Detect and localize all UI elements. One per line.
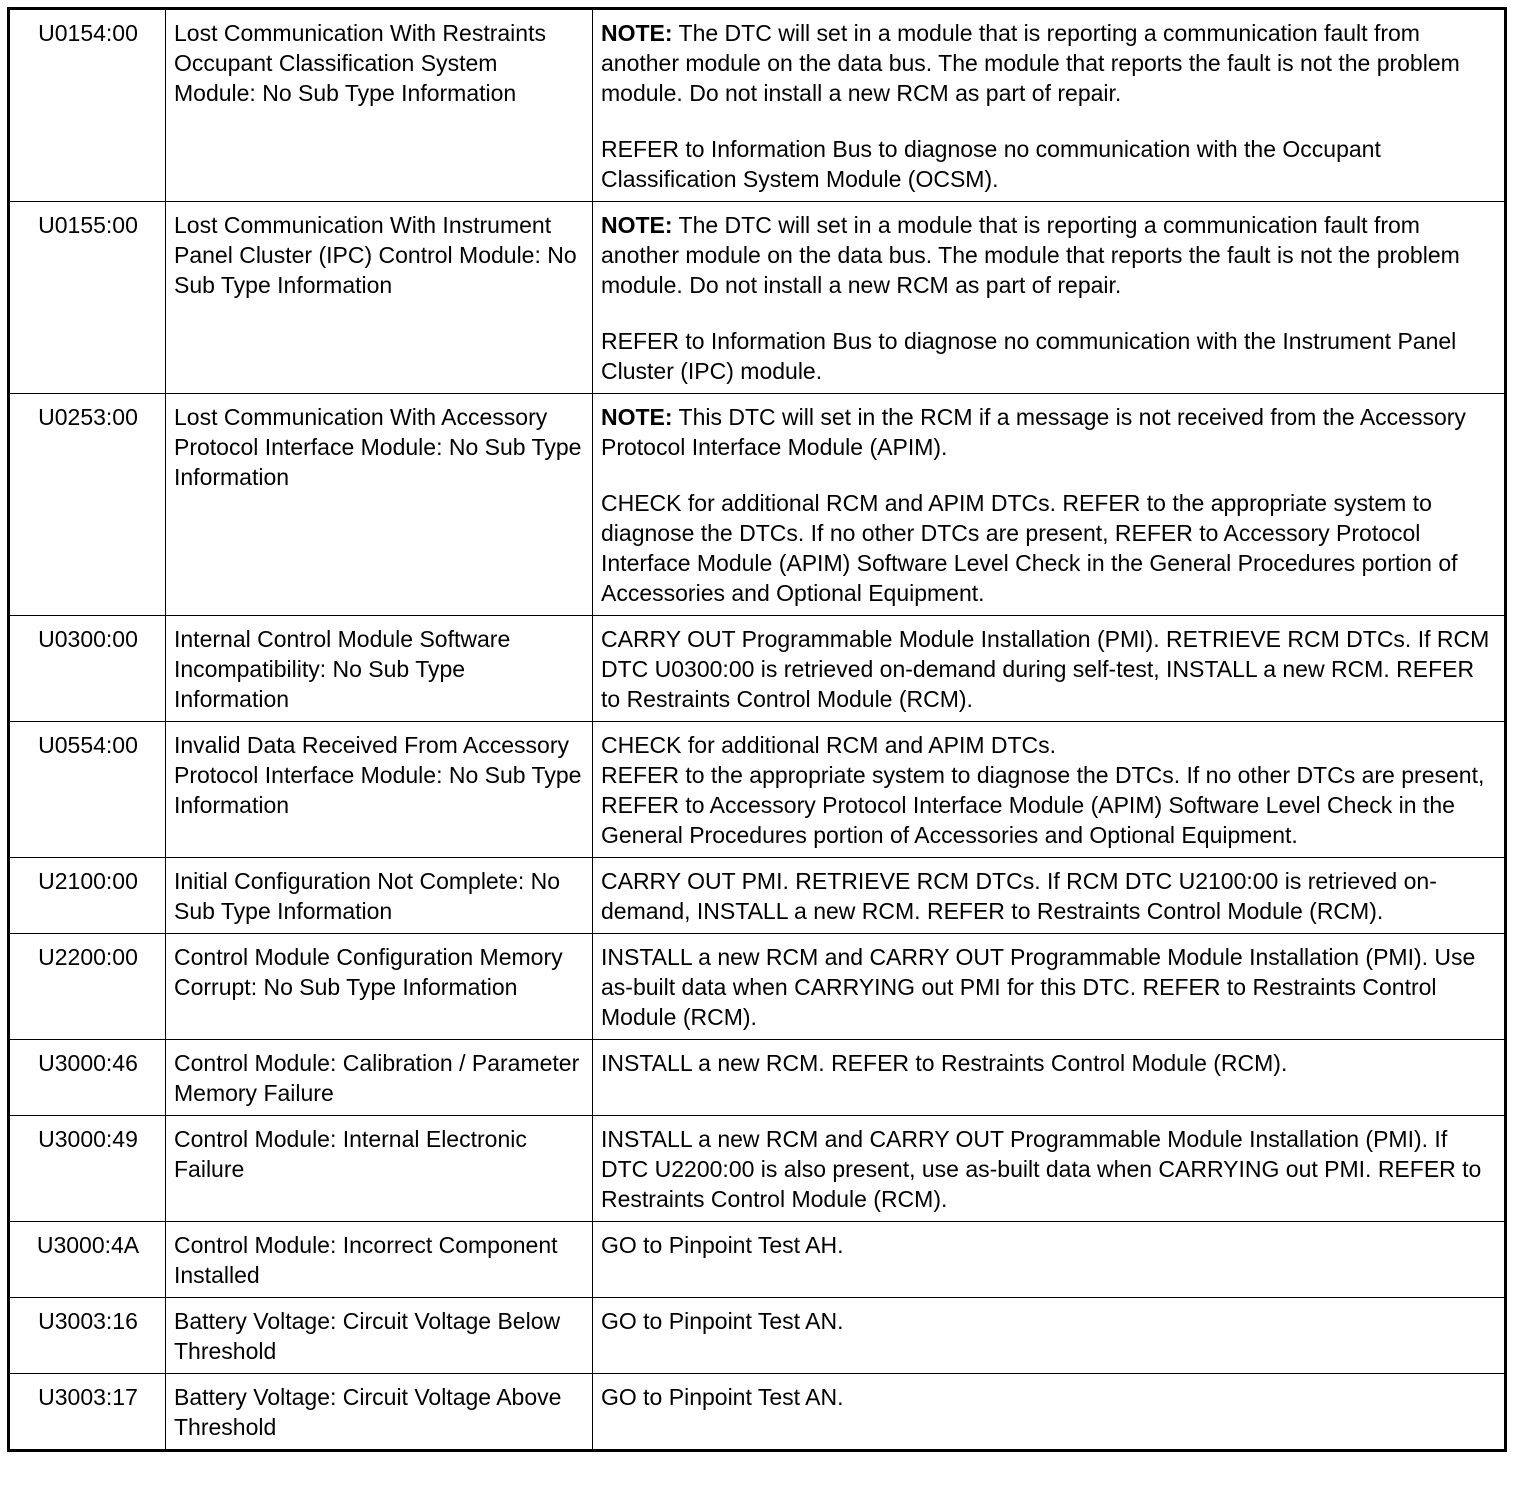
dtc-action: GO to Pinpoint Test AH.: [593, 1222, 1506, 1298]
dtc-description: Battery Voltage: Circuit Voltage Above Threshold: [166, 1374, 593, 1451]
note-text: This DTC will set in the RCM if a message is not received from the Accessory Protocol Interface Module (APIM).: [601, 404, 1466, 460]
table-row: [9, 1222, 1506, 1298]
table-row: [9, 394, 1506, 616]
dtc-code: U3000:46: [9, 1040, 166, 1116]
dtc-description: Initial Configuration Not Complete: No Sub Type Information: [166, 858, 593, 934]
table-row: [9, 1116, 1506, 1222]
note-paragraph: [601, 210, 1497, 300]
action-paragraph: REFER to Information Bus to diagnose no communication with the Instrument Panel Cluster (IPC) module.: [601, 328, 1457, 384]
dtc-code: U2100:00: [9, 858, 166, 934]
dtc-description: Lost Communication With Instrument Panel Cluster (IPC) Control Module: No Sub Type Information: [166, 202, 593, 394]
dtc-action: CARRY OUT Programmable Module Installation (PMI). RETRIEVE RCM DTCs. If RCM DTC U0300:00 is retrieved on-demand during self-test, INSTALL a new RCM. REFER to Restraints Control Module (RCM).: [593, 616, 1506, 722]
action-paragraph: CHECK for additional RCM and APIM DTCs. REFER to the appropriate system to diagnose the DTCs. If no other DTCs are present, REFER to Accessory Protocol Interface Module (APIM) Software Level Check in the General Procedures portion of Accessories and Optional Equipment.: [601, 490, 1458, 606]
note-text: The DTC will set in a module that is reporting a communication fault from another module on the data bus. The module that reports the fault is not the problem module. Do not install a new RCM as part of repair.: [601, 212, 1460, 298]
dtc-table: [7, 7, 1507, 1452]
dtc-action: [593, 9, 1506, 202]
dtc-action: CARRY OUT PMI. RETRIEVE RCM DTCs. If RCM DTC U2100:00 is retrieved on-demand, INSTALL a new RCM. REFER to Restraints Control Module (RCM).: [593, 858, 1506, 934]
action-line: REFER to the appropriate system to diagnose the DTCs. If no other DTCs are present, REFER to Accessory Protocol Interface Module (APIM) Software Level Check in the General Procedures portion of Accessories and Optional Equipment.: [601, 762, 1485, 848]
table-row: [9, 722, 1506, 858]
dtc-action: GO to Pinpoint Test AN.: [593, 1374, 1506, 1451]
dtc-code: U3000:4A: [9, 1222, 166, 1298]
dtc-code: U0155:00: [9, 202, 166, 394]
dtc-code: U0300:00: [9, 616, 166, 722]
dtc-description: Control Module: Calibration / Parameter Memory Failure: [166, 1040, 593, 1116]
dtc-action: INSTALL a new RCM and CARRY OUT Programmable Module Installation (PMI). Use as-built data when CARRYING out PMI for this DTC. REFER to Restraints Control Module (RCM).: [593, 934, 1506, 1040]
note-text: The DTC will set in a module that is reporting a communication fault from another module on the data bus. The module that reports the fault is not the problem module. Do not install a new RCM as part of repair.: [601, 20, 1460, 106]
dtc-code: U3003:17: [9, 1374, 166, 1451]
dtc-description: Battery Voltage: Circuit Voltage Below Threshold: [166, 1298, 593, 1374]
dtc-action: [593, 722, 1506, 858]
dtc-description: Control Module Configuration Memory Corrupt: No Sub Type Information: [166, 934, 593, 1040]
note-paragraph: [601, 402, 1497, 462]
dtc-code: U0554:00: [9, 722, 166, 858]
dtc-code: U3000:49: [9, 1116, 166, 1222]
table-row: [9, 616, 1506, 722]
dtc-action: [593, 394, 1506, 616]
dtc-action: [593, 202, 1506, 394]
note-label: NOTE:: [601, 20, 673, 46]
action-line: CHECK for additional RCM and APIM DTCs.: [601, 732, 1057, 758]
table-row: [9, 202, 1506, 394]
dtc-description: Lost Communication With Restraints Occupant Classification System Module: No Sub Type Information: [166, 9, 593, 202]
table-row: [9, 9, 1506, 202]
table-row: [9, 1374, 1506, 1451]
dtc-action: GO to Pinpoint Test AN.: [593, 1298, 1506, 1374]
table-row: [9, 858, 1506, 934]
table-row: [9, 1298, 1506, 1374]
dtc-description: Lost Communication With Accessory Protocol Interface Module: No Sub Type Information: [166, 394, 593, 616]
dtc-code: U2200:00: [9, 934, 166, 1040]
dtc-description: Control Module: Internal Electronic Failure: [166, 1116, 593, 1222]
note-label: NOTE:: [601, 404, 673, 430]
dtc-description: Invalid Data Received From Accessory Protocol Interface Module: No Sub Type Information: [166, 722, 593, 858]
dtc-code: U0253:00: [9, 394, 166, 616]
note-label: NOTE:: [601, 212, 673, 238]
dtc-action: INSTALL a new RCM and CARRY OUT Programmable Module Installation (PMI). If DTC U2200:00 is also present, use as-built data when CARRYING out PMI. REFER to Restraints Control Module (RCM).: [593, 1116, 1506, 1222]
action-paragraph: REFER to Information Bus to diagnose no communication with the Occupant Classification System Module (OCSM).: [601, 136, 1381, 192]
dtc-code: U3003:16: [9, 1298, 166, 1374]
note-paragraph: [601, 18, 1497, 108]
dtc-table-container: [7, 7, 1507, 1452]
dtc-description: Control Module: Incorrect Component Installed: [166, 1222, 593, 1298]
dtc-description: Internal Control Module Software Incompatibility: No Sub Type Information: [166, 616, 593, 722]
dtc-code: U0154:00: [9, 9, 166, 202]
table-row: [9, 934, 1506, 1040]
table-row: [9, 1040, 1506, 1116]
dtc-action: INSTALL a new RCM. REFER to Restraints Control Module (RCM).: [593, 1040, 1506, 1116]
